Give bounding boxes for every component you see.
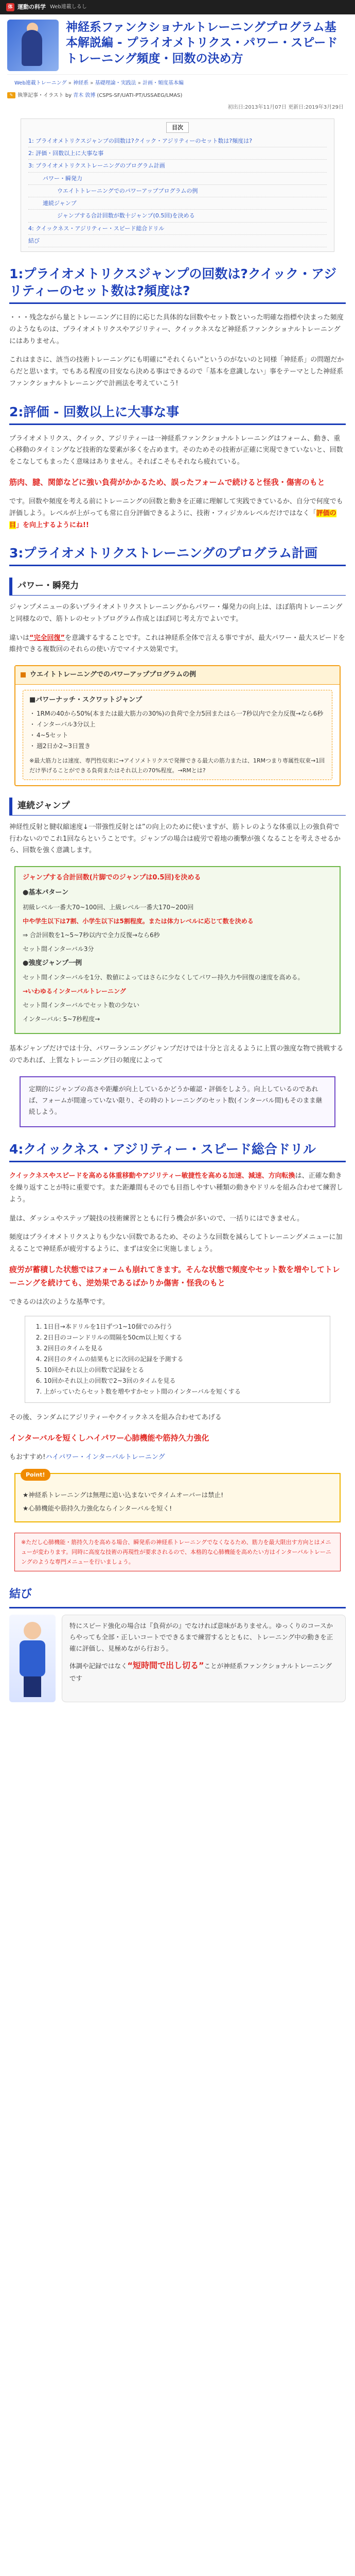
list-item: 7. 上がっていたらセット数を増やすかセット間のインターバルを短くする: [44, 1386, 323, 1397]
list-item: ⇒ 合計回数を1~5~7秒以内で全力反復→なら6秒: [23, 931, 160, 939]
list-item: 6. 10回かそれ以上の回数で2~3回のタイムを見る: [44, 1376, 323, 1386]
section-1-paragraph: これはまさに、該当の技術トレーニングにも明確に“それくらい”というのがないのと同様「神経系」の問題だからだと思います。でもある程度の目安なら決める事はできるので「基本を意識しない」事をテーマとした神経系ファンクショナルトレーニングで計画法を考えていこう!: [9, 356, 344, 387]
toc-item[interactable]: 連続ジャンプ: [28, 197, 327, 210]
breadcrumb: Web連載トレーニング » 神経系 » 基礎理論・実践法 » 計画・頻度基本編: [7, 74, 348, 89]
program-note: ※最大筋力とは速度、専門性収束に→アイソメトリクスで発揮できる最大の筋力または、1RMつまり専属性収束→1回だけ挙げることができる負荷またはそれ以上の70%程度。→RMとは?: [29, 757, 325, 774]
author-link[interactable]: 青木 敦博: [73, 92, 96, 98]
list-item: インターバル: 5~7秒程度→: [23, 1015, 100, 1023]
conclusion-paragraph: 体調や記録ではなく“短時間で出し切る”ことが神経系ファンクショナルトレーニングです: [69, 1660, 332, 1682]
power-program-box-body: [15, 685, 340, 785]
list-item: 初級レベル一番大70~100回、上級レベル一番大170~200回: [23, 903, 194, 911]
list-item: セット間インターバルを1分、数値によってはさらに少なくしてパワー持久力や回復の速度を高める。: [23, 974, 304, 981]
title-block: [59, 20, 348, 71]
toc-item[interactable]: 1: プライオメトリクスジャンプの回数は?クイック・アジリティーのセット数は?頻度は?: [28, 135, 327, 147]
toc-item[interactable]: パワー・瞬発力: [28, 173, 327, 185]
jump-count-title: ジャンプする合計回数(片脚でのジャンプは0.5回)を決める: [23, 874, 201, 882]
section-2-heading: 2:評価 - 回数以上に大事な事: [9, 403, 346, 425]
section-1-paragraph: ・・・残念ながら量とトレーニングに目的に応じた具体的な回数やセット数といった明確な指標や決まった頻度のようなものは、プライオメトリクスやアジリティー、クイックネスなど神経系ファンクショナルトレーニングにはありません。: [9, 314, 344, 345]
list-item: ・ インターバル3分以上: [29, 719, 326, 730]
section-3-paragraph: 基本ジャンプだけでは十分、パワーランニングジャンプだけでは十分と言えるように上質の強度な物で挑戦するのであれば、上質なトレーニング日の頻度によって: [9, 1045, 344, 1064]
point-box: [14, 1473, 341, 1522]
section-4-paragraph: できるのは次のような基準です。: [9, 1298, 109, 1307]
intensity-jump-title: ●強度ジャンプ一例: [23, 959, 82, 967]
author-meta: [0, 89, 355, 103]
square-bullet-icon: [21, 672, 26, 677]
program-list: [29, 708, 326, 752]
hero-illustration: [7, 20, 59, 71]
trainer-head-icon: [24, 1622, 41, 1639]
point-item: ★神経系トレーニングは無理に追い込まないでタイムオーバーは禁止!: [23, 1490, 224, 1499]
drill-steps-list: [32, 1321, 323, 1397]
page-title: 神経系ファンクショナルトレーニングプログラム基本解説編 - プライオメトリクス・パワー・スピードトレーニング頻度・回数の決め方: [66, 21, 338, 65]
list-item: 4. 2回目のタイムの結果もとに次回の記録を予測する: [44, 1354, 323, 1365]
toc-item[interactable]: 2: 評価・回数以上に大事な事: [28, 147, 327, 160]
breadcrumb-item[interactable]: 神経系: [73, 80, 89, 86]
author-prefix: 執筆記事・イラスト by: [17, 92, 72, 98]
list-item: →いわゆるインターバルトレーニング: [23, 988, 126, 995]
evaluation-box: [20, 1076, 335, 1128]
section-4-paragraph: その後、ランダムにアジリティーやクイックネスを組み合わせてあげる: [9, 1414, 222, 1422]
trainer-body-icon: [20, 1640, 45, 1676]
site-logo-icon[interactable]: 体: [6, 3, 14, 11]
list-item: ・ 4~5セット: [29, 730, 326, 741]
trainer-avatar: [9, 1615, 56, 1702]
hero-figure-body-icon: [22, 30, 42, 66]
conclusion-speech: [62, 1615, 346, 1702]
trainer-legs-icon: [24, 1676, 41, 1697]
toc-item[interactable]: ウエイトトレーニングでのパワーアッププログラムの例: [28, 185, 327, 197]
toc-item[interactable]: 結び: [28, 235, 327, 247]
toc-item[interactable]: 4: クイックネス・アジリティー・スピード総合ドリル: [28, 223, 327, 235]
jump-count-box: [14, 866, 341, 1034]
publish-dates: 初出日:2013年11月07日 更新日:2019年3月29日: [227, 105, 344, 110]
section-2-warning: 筋肉、腱、関節などに強い負荷がかかるため、誤ったフォームで続けると怪我・傷害のもと: [9, 477, 325, 487]
toc-item[interactable]: ジャンプする合計回数が数十ジャンプ(0.5回)を決める: [28, 210, 327, 222]
list-item: 2. 2日目のコーンドリルの間隔を50cm以上短くする: [44, 1332, 323, 1343]
section-3-paragraph: 違いは“完全回復”を意識するすることです。これは神経系全体で言える事ですが、最大パワー・最大スピードを維持できる複数回のそれらの使い方でマイナス効果です。: [9, 634, 345, 654]
list-item: ・ 1RMの40から50%(本または最大筋力の30%)の負荷で全力5回またはら一7秒以内で全力反復→なら6秒: [29, 708, 326, 719]
section-2-paragraph: プライオメトリクス、クイック、アジリティーは一神経系ファンクショナルトレーニングはフォーム、動き、重心移動のタイミングなど技術的な要素が多くを占めます。そのためその技術が正確に実現できていないと、回数をこなしてもまったく意味はありません。そればこそもそれなら疲れている。: [9, 434, 343, 466]
highlight-text: 評価の目: [9, 509, 336, 529]
article-body: [0, 265, 355, 1702]
breadcrumb-item[interactable]: 基礎理論・実践法: [95, 80, 136, 86]
section-2-paragraph: です。回数や頻度を考える前にトレーニングの回数と動きを正確に理解して実践できているか、自分で何度でも評価しよう。レベルが上がっても常に自分評価できるように、技術・フィジカルレベルだけではなく「評価の目」を向上するようにね!!: [9, 498, 343, 529]
section-4-paragraph: もおすすめ!ハイパワー・インターバルトレーニング: [9, 1453, 165, 1462]
list-item: ・ 週2日か2~3日置き: [29, 741, 326, 752]
toc-item[interactable]: 3: プライオメトリクストレーニングのプログラム計画: [28, 160, 327, 172]
drill-steps-box: [25, 1316, 330, 1403]
section-4-paragraph: 頻度はプライオメトリクスよりも少ない回数であるため、そのような回数を減らしてトレーニングメニューに加えることで神経系が疲労するように、まずは安全に実施しましょう。: [9, 1233, 343, 1253]
site-name[interactable]: 運動の科学: [17, 4, 46, 11]
list-item: セット間インターバルでセット数の少ない: [23, 1002, 139, 1009]
table-of-contents: [21, 118, 334, 252]
subsection-power-heading: パワー・瞬発力: [9, 578, 346, 596]
section-4-paragraph: クイックネスやスピードを高める体重移動やアジリティー敏捷性を高める加速、減速、方向転換は、正確な動きを繰り返すことが特に重要です。また距離間もそのでも目指しやすい種類の動きやドリルを組み合わせて練習しよう。: [9, 1172, 343, 1204]
breadcrumb-current: 計画・頻度基本編: [143, 80, 184, 86]
point-item: ★心肺機能や筋持久力強化ならインターバルを短く!: [23, 1504, 172, 1512]
basic-pattern-title: ●基本パターン: [23, 888, 69, 896]
author-credentials: (CSPS-SF/UATI-PT/USSAEG/LMAS): [97, 92, 183, 98]
interval-heading: インターバルを短くしハイパワー心肺機能や筋持久力強化: [9, 1433, 209, 1443]
section-3-heading: 3:プライオメトリクストレーニングのプログラム計画: [9, 545, 346, 566]
section-4-warning: 疲労が蓄積した状態ではフォームも崩れてきます。そんな状態で頻度やセット数を増やしてトレーニングを続けても、逆効果であるばかりか傷害・怪我のもと: [9, 1264, 340, 1288]
breadcrumb-item[interactable]: Web連載トレーニング: [14, 80, 67, 86]
conclusion-heading: 結び: [9, 1585, 346, 1608]
list-item: 1. 1日目→本ドリルを1日ずつ1~10個でのみ行う: [44, 1321, 323, 1332]
power-program-box: [14, 665, 341, 786]
interval-training-link[interactable]: ハイパワー・インターバルトレーニング: [45, 1453, 165, 1462]
list-item: セット間インターバル3分: [23, 945, 94, 953]
section-1-heading: 1:プライオメトリクスジャンプの回数は?クイック・アジリティーのセット数は?頻度は?: [9, 265, 346, 304]
power-program-box-header: ウエイトトレーニングでのパワーアッププログラムの例: [15, 666, 340, 685]
program-title: ■パワーナッチ・スクワットジャンプ: [29, 696, 143, 704]
list-item: 5. 10回かそれ以上の回数で記録をとる: [44, 1365, 323, 1376]
list-item: 中や学生以下は7割、小学生以下は5割程度。または体力レベルに応じて数を決める: [23, 917, 254, 925]
recovery-emphasis: “完全回復”: [29, 634, 65, 642]
article-header: [0, 14, 355, 74]
toc-title: 目次: [28, 122, 327, 133]
conclusion-paragraph: 特にスピード強化の場合は『負荷がの』でなければ意味がありません。ゆっくりのコースからやっても全部・正しいコートでできるまで練習するとともに、トレーニング中の動きを正確に評価し、見極めながら行おう。: [69, 1621, 333, 1652]
list-item: 3. 2回目のタイムを見る: [44, 1343, 323, 1354]
section-3-paragraph: ジャンプメニューの多いプライオメトリクストレーニングからパワー・爆発力の向上は、ほぼ筋肉トレーニングと同様なので、筋トレのセットプログラム作成とほぼ同じ考え方でよいです。: [9, 603, 343, 623]
conclusion-row: [9, 1615, 346, 1702]
power-program-detail: [23, 690, 332, 780]
section-4-paragraph: 量は、ダッシュやステップ競技の技術練習とともに行う機会が多いので、一括りにはできません。: [9, 1214, 304, 1223]
notice-box: ※ただし心肺機能・筋持久力を高める場合、瞬発系の神経系トレーニングでなくなるため、筋力を最大限出す方向とはメニューが変わります。同時に高度な技術の再現性が要求されるので、本格的な心肺機能を高めたい方はインターバルトレーニングのような専門メニューを行いましょう。: [14, 1533, 341, 1572]
pen-icon: ✎: [7, 92, 15, 98]
section-3-paragraph: 神経性反射と腱収縮速度↓一帯強性反射とは”の向上のために使いますが、筋トレのような体重以上の強負荷で行わないのでこれ1回ならということです。ジャンプの場合は疲労で着地の衝撃が強くなることを考えさせるから、回数を強く意識します。: [9, 823, 341, 855]
toc-list: [28, 135, 327, 247]
subsection-jump-heading: 連続ジャンプ: [9, 798, 346, 816]
site-tagline: Web連載しるし: [50, 4, 87, 10]
evaluation-text: 定期的にジャンプの高さや距離が向上しているかどうか確認・評価をしよう。向上しているのであれば、フォームが間違っていない限り、その時のトレーニングのセット数(インターバル間)もそのまま継続しよう。: [29, 1084, 323, 1115]
section-4-heading: 4:クイックネス・アジリティー・スピード総合ドリル: [9, 1141, 346, 1162]
conclusion-emphasis: “短時間で出し切る”: [127, 1660, 204, 1670]
top-bar: [0, 0, 355, 14]
point-badge: Point!: [21, 1469, 50, 1481]
